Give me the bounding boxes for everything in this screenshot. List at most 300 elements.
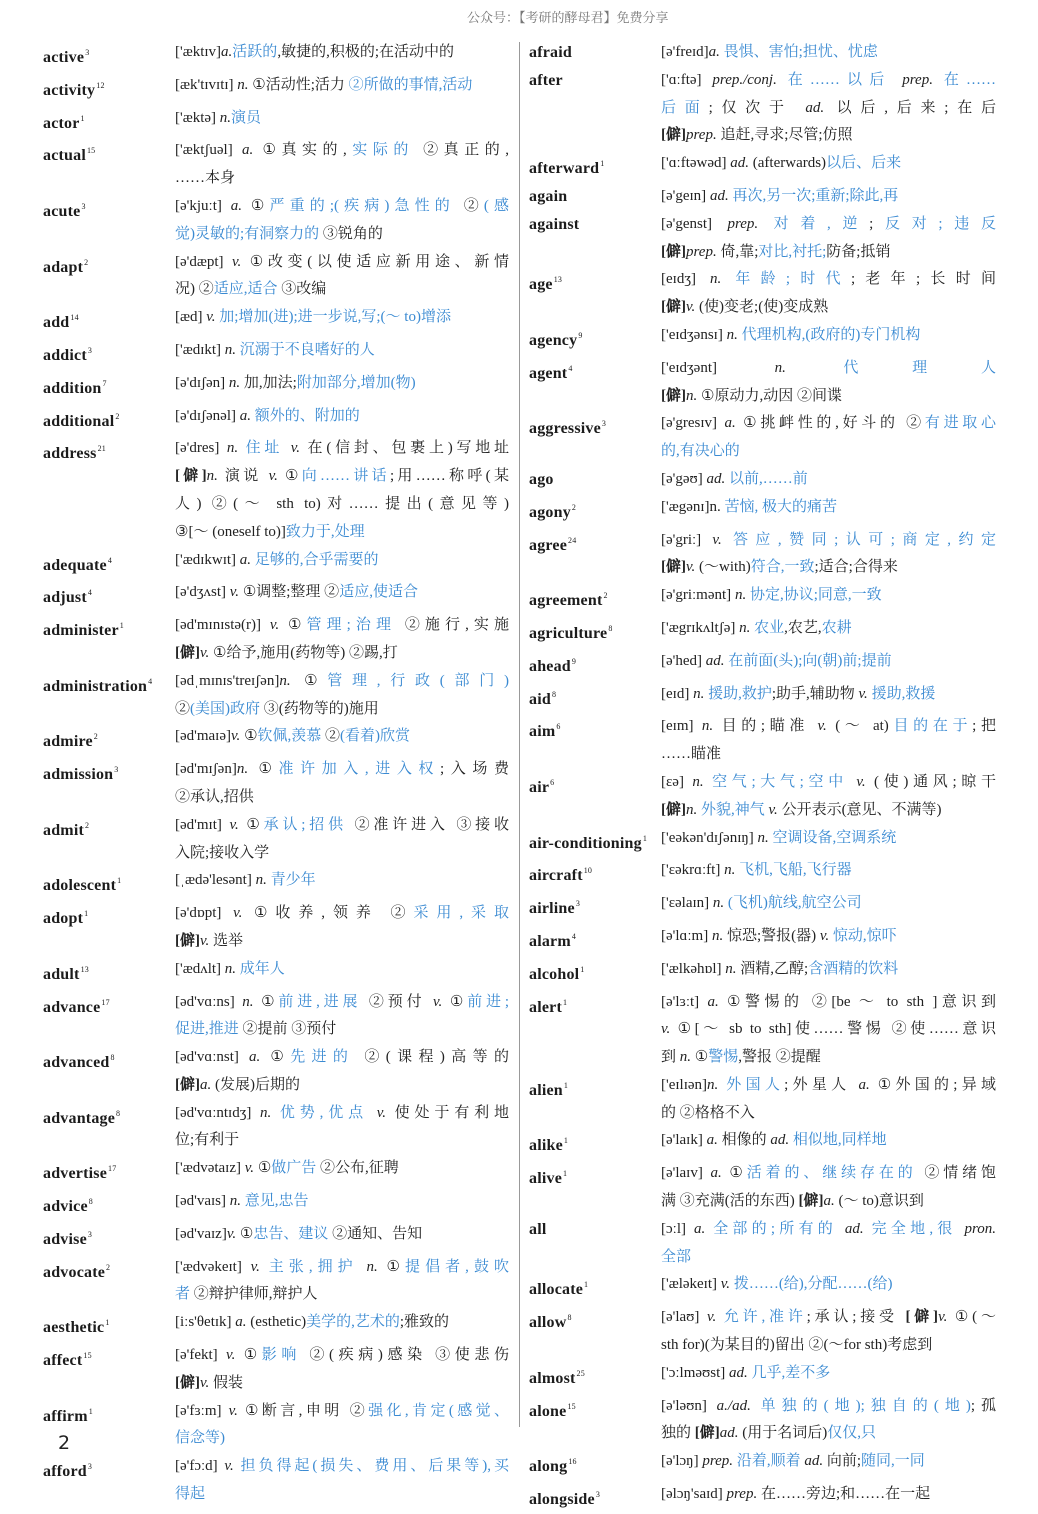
highlighted-text: 准许加入,进入权 — [278, 761, 441, 778]
text-segment: sth for)(为某目的)留出 ②(～for sth)考虑到 — [661, 1337, 933, 1354]
text-segment: ;承认;接受 — [806, 1309, 906, 1326]
highlighted-text: 几乎,差不多 — [751, 1364, 831, 1381]
text-segment: ②(疾病)感染 ③使悲伤 — [301, 1347, 509, 1364]
part-of-speech: v. — [200, 1374, 210, 1391]
definition-line — [175, 1100, 509, 1128]
headword-text: adjust — [43, 589, 87, 607]
definition-line — [175, 39, 509, 67]
text-segment — [705, 1221, 713, 1237]
text-segment: [əlɔŋ'saɪd] — [661, 1486, 727, 1503]
rare-sense-marker: [僻] — [175, 1076, 200, 1093]
definition — [661, 890, 996, 918]
entry-administration — [43, 668, 509, 724]
definition — [661, 1481, 996, 1509]
rare-sense-marker: [僻] — [905, 1309, 939, 1326]
highlighted-text: 者 — [175, 1286, 191, 1303]
definition-line — [175, 1453, 509, 1481]
text-segment: ['ɑːftə] — [661, 71, 713, 88]
rare-sense-marker: [僻] — [661, 387, 686, 404]
entry-aim — [529, 713, 996, 769]
entry-advance — [43, 989, 509, 1045]
highlighted-text: 农业 — [754, 619, 785, 636]
text-segment: (使)通风;晾干 — [865, 773, 997, 790]
text-segment: 公开表示(意见、不满等) — [777, 801, 942, 818]
definition — [661, 183, 996, 211]
definition-line — [175, 612, 509, 640]
definition-line — [175, 840, 509, 868]
headword-text: alarm — [529, 932, 571, 950]
text-segment: [ə'freɪd] — [661, 44, 709, 60]
text-segment: 到 — [661, 1049, 680, 1066]
frequency-count: 1 — [80, 113, 85, 123]
headword-text: agree — [529, 536, 568, 554]
text-segment — [891, 72, 902, 88]
headword — [43, 900, 175, 933]
part-of-speech: a. — [858, 1076, 870, 1093]
text-segment: 假装 — [209, 1374, 244, 1391]
text-segment: [eɪm] — [661, 718, 702, 735]
highlighted-text: (看着)欣赏 — [340, 728, 411, 745]
highlighted-text: 含酒精的饮料 — [808, 960, 899, 977]
definition-line — [175, 519, 509, 547]
part-of-speech: a. — [249, 1049, 261, 1066]
headword — [43, 1453, 175, 1486]
highlighted-text: 以后、后来 — [826, 155, 902, 172]
highlighted-text: 主张,拥护 — [268, 1258, 358, 1275]
frequency-count: 16 — [568, 1457, 577, 1467]
part-of-speech: n. — [237, 76, 249, 93]
text-segment: ② — [454, 197, 484, 214]
highlighted-text: 足够的,合乎需要的 — [254, 551, 379, 568]
highlighted-text: 觉)灵敏的;有洞察力的 — [175, 225, 320, 242]
highlighted-text: 意见,忠告 — [244, 1193, 309, 1210]
definition-line — [175, 756, 509, 784]
headword-text: address — [43, 445, 97, 463]
part-of-speech: prep. — [726, 1486, 758, 1503]
definition-line — [175, 72, 509, 100]
headword-text: almost — [529, 1369, 576, 1387]
definition-line — [661, 1100, 996, 1128]
text-segment — [358, 1259, 367, 1275]
text-segment — [758, 216, 773, 232]
headword-text: allocate — [529, 1281, 584, 1299]
part-of-speech: v. — [706, 1309, 717, 1326]
part-of-speech: n. — [679, 1049, 692, 1066]
text-segment: [ɔːl] — [661, 1220, 694, 1237]
frequency-count: 21 — [97, 444, 106, 454]
definition — [175, 137, 509, 193]
definition — [175, 989, 509, 1045]
text-segment: [ə'dɪʃənəl] — [175, 407, 240, 424]
frequency-count: 25 — [576, 1368, 585, 1378]
headword-text: alcohol — [529, 965, 580, 983]
definition — [661, 681, 996, 709]
entry-adopt — [43, 900, 509, 956]
definition — [661, 150, 996, 178]
part-of-speech: v. — [712, 531, 722, 548]
highlighted-text: 钦佩,羡慕 — [257, 728, 322, 745]
frequency-count: 4 — [148, 676, 153, 686]
text-segment: ① — [240, 728, 258, 745]
definition-line — [661, 1044, 996, 1072]
text-segment: ['æktɪv] — [175, 44, 222, 60]
headword — [529, 150, 661, 183]
part-of-speech: a. — [707, 993, 719, 1010]
frequency-count: 17 — [101, 997, 110, 1007]
definition — [661, 527, 996, 583]
highlighted-text: 前进; — [467, 993, 510, 1010]
definition — [175, 39, 509, 67]
frequency-count: 2 — [571, 502, 577, 512]
frequency-count: 8 — [551, 689, 557, 699]
entry-allow — [529, 1304, 996, 1360]
headword-text: activity — [43, 81, 96, 99]
headword — [529, 769, 661, 802]
definition-line — [661, 1448, 996, 1476]
highlighted-text: 忠告、建议 — [253, 1225, 329, 1242]
entry-actual — [43, 137, 509, 193]
highlighted-text: 援助,救护 — [708, 685, 772, 702]
highlighted-text: 单独的(地);独自的(地) — [760, 1397, 971, 1414]
frequency-count: 2 — [85, 820, 90, 830]
headword — [43, 1188, 175, 1221]
text-segment: 满 ③充满(活的东西) — [661, 1193, 799, 1210]
headword — [43, 812, 175, 845]
text-segment: ①(～ — [947, 1309, 996, 1326]
text-segment: [ə'gresɪv] — [661, 415, 725, 432]
definition — [661, 857, 996, 885]
headword — [43, 1254, 175, 1287]
text-segment — [716, 1309, 724, 1325]
part-of-speech: v. — [229, 816, 239, 833]
definition-line — [175, 370, 509, 398]
definition-line — [175, 668, 509, 696]
definition-line — [175, 784, 509, 812]
text-segment: 倚,靠; — [716, 243, 759, 260]
text-segment: ['ædʌlt] — [175, 960, 225, 977]
text-segment: [ə'laɪv] — [661, 1165, 711, 1182]
text-segment: [ə'genst] — [661, 215, 728, 232]
headword-text: alive — [529, 1170, 562, 1188]
headword — [43, 723, 175, 756]
headword-text: afterward — [529, 160, 600, 178]
headword — [529, 1271, 661, 1304]
headword-text: aim — [529, 723, 556, 741]
entry-advise — [43, 1221, 509, 1254]
highlighted-text: 农耕 — [821, 619, 852, 636]
part-of-speech: n. — [711, 927, 724, 944]
headword-text: ahead — [529, 657, 571, 675]
definition — [175, 723, 509, 751]
highlighted-text: 相似地,同样地 — [792, 1132, 887, 1149]
entry-allocate — [529, 1271, 996, 1304]
rare-sense-marker: [僻] — [175, 932, 200, 949]
headword-text: after — [529, 71, 563, 89]
headword-text: alike — [529, 1137, 563, 1155]
definition — [661, 582, 996, 610]
text-segment: ②施行,实施 — [396, 617, 509, 634]
definition-line — [661, 797, 996, 825]
definition-line — [175, 463, 509, 491]
entry-advertise — [43, 1155, 509, 1188]
entry-agent — [529, 355, 996, 411]
headword — [529, 67, 661, 95]
text-segment: 以后,后来;在后 — [824, 99, 997, 116]
headword-text: advocate — [43, 1263, 106, 1281]
definition-line — [175, 1044, 509, 1072]
entry-almost — [529, 1360, 996, 1393]
frequency-count: 6 — [550, 777, 555, 787]
entry-airline — [529, 890, 996, 923]
part-of-speech: n. — [712, 895, 725, 912]
headword — [529, 1127, 661, 1160]
headword — [43, 435, 175, 468]
headword — [43, 989, 175, 1022]
frequency-count: 9 — [571, 656, 577, 666]
frequency-count: 3 — [575, 899, 581, 909]
frequency-count: 3 — [601, 419, 607, 429]
text-segment — [777, 72, 788, 88]
part-of-speech: n. — [279, 672, 291, 689]
definition-line — [175, 956, 509, 984]
entry-adolescent — [43, 867, 509, 900]
headword-text: agent — [529, 364, 568, 382]
text-segment: 况) ② — [175, 281, 214, 298]
definition — [661, 769, 996, 825]
part-of-speech: prep. — [686, 243, 717, 260]
text-segment — [957, 1221, 965, 1237]
text-segment: ②提前 ③预付 — [238, 1021, 337, 1038]
headword-text: aircraft — [529, 867, 583, 885]
definition — [175, 72, 509, 100]
highlighted-text: 允许,准许 — [723, 1309, 807, 1326]
rare-sense-marker: [僻] — [175, 1374, 200, 1391]
definition-line — [175, 1281, 509, 1309]
headword-text: adequate — [43, 556, 107, 574]
text-segment: [ə'dʒʌst] — [175, 584, 230, 601]
definition-line — [661, 1216, 996, 1244]
entry-along — [529, 1448, 996, 1481]
headword — [43, 756, 175, 789]
text-segment: ;助手,辅助物 — [771, 685, 859, 702]
text-segment: ①真实的, — [253, 142, 347, 159]
part-of-speech: n. — [757, 829, 769, 846]
headword-text: alone — [529, 1402, 567, 1420]
definition-line — [661, 615, 996, 643]
definition-line — [175, 1309, 509, 1337]
part-of-speech: a. — [200, 1076, 212, 1093]
text-segment: ['eɪdʒənsɪ] — [661, 326, 727, 343]
definition-line — [661, 39, 996, 67]
definition-line — [175, 1342, 509, 1370]
definition — [175, 304, 509, 332]
definition-line — [175, 221, 509, 249]
highlighted-text: 惊动,惊吓 — [832, 927, 897, 944]
definition-line — [661, 1360, 996, 1388]
headword-text: addict — [43, 346, 87, 364]
definition — [175, 756, 509, 812]
frequency-count: 1 — [563, 1169, 568, 1179]
text-segment: ['eɪlɪən] — [661, 1076, 708, 1093]
part-of-speech: v. — [200, 644, 210, 661]
headword-text: along — [529, 1458, 568, 1476]
headword-text: advise — [43, 1230, 87, 1248]
text-segment: ,农艺, — [784, 619, 822, 636]
text-segment — [283, 440, 291, 456]
frequency-count: 2 — [93, 732, 98, 742]
text-segment: ②辩护律师,辩护人 — [190, 1286, 318, 1303]
definition-line — [175, 1127, 509, 1155]
definition — [175, 105, 509, 133]
entry-alongside — [529, 1481, 996, 1514]
highlighted-text: 促进,推进 — [175, 1021, 239, 1038]
definition — [661, 410, 996, 466]
frequency-count: 3 — [87, 1229, 93, 1239]
headword-text: adolescent — [43, 877, 117, 895]
part-of-speech: a. — [708, 44, 720, 60]
text-segment: ①给予,施用(药物等) ②踢,打 — [209, 644, 398, 661]
rare-sense-marker: [僻] — [661, 243, 686, 260]
definition-line — [661, 1420, 996, 1448]
headword — [529, 713, 661, 746]
definition — [175, 812, 509, 868]
headword-text: all — [529, 1220, 547, 1238]
text-segment: 位;有利于 — [175, 1132, 240, 1149]
part-of-speech: n. — [206, 468, 218, 485]
text-segment: ② — [175, 700, 191, 717]
text-segment: ['ɑːftəwəd] — [661, 155, 731, 172]
definition — [175, 956, 509, 984]
part-of-speech: n. — [725, 960, 737, 977]
entry-all — [529, 1216, 996, 1272]
highlighted-text: 担负得起(损失、费用、后果等),买 — [240, 1458, 510, 1475]
text-segment: ①活动性;活力 — [248, 76, 349, 93]
entry-alert — [529, 989, 996, 1072]
part-of-speech: n. — [224, 960, 237, 977]
frequency-count: 15 — [567, 1401, 576, 1411]
frequency-count: 4 — [568, 363, 573, 373]
text-segment: 防备;抵销 — [826, 243, 891, 260]
headword-text: additional — [43, 412, 115, 430]
text-segment: ;雅致的 — [399, 1314, 450, 1331]
definition-line — [175, 1425, 509, 1453]
part-of-speech: n. — [726, 326, 738, 343]
headword-text: actor — [43, 114, 80, 132]
text-segment — [238, 440, 246, 456]
part-of-speech: a. — [706, 1132, 718, 1149]
frequency-count: 1 — [563, 1080, 569, 1090]
rare-sense-marker: [僻] — [661, 299, 686, 316]
definition — [175, 403, 509, 431]
part-of-speech: v. — [819, 927, 830, 944]
definition-line — [175, 1155, 509, 1183]
text-segment: ['ɔːlməʊst] — [661, 1364, 729, 1381]
definition-line — [661, 266, 996, 294]
definition-line — [661, 1127, 996, 1155]
highlighted-text: 实际的 — [346, 142, 414, 159]
frequency-count: 2 — [84, 257, 89, 267]
text-segment: ;用……称呼(某 — [389, 468, 509, 485]
definition-line — [661, 956, 996, 984]
part-of-speech: pron. — [964, 1220, 997, 1237]
definition — [661, 1127, 996, 1155]
text-segment: [ə'gəʊ] — [661, 470, 707, 487]
headword — [43, 1221, 175, 1254]
part-of-speech: v. — [231, 728, 241, 745]
headword — [43, 370, 175, 403]
text-segment — [786, 360, 844, 376]
entry-acute — [43, 193, 509, 249]
definition-line — [175, 165, 509, 193]
text-segment: [ə'lɜːt] — [661, 993, 708, 1010]
entry-actor — [43, 105, 509, 138]
headword — [43, 105, 175, 138]
headword — [43, 1342, 175, 1375]
headword-text: adopt — [43, 910, 84, 928]
text-segment: [ə'fekt] — [175, 1347, 227, 1364]
highlighted-text: 全部的;所有的 — [713, 1220, 837, 1237]
rare-sense-marker: [僻] — [694, 1425, 720, 1442]
text-segment: ① — [235, 1347, 262, 1364]
text-segment: ①收养,领养 ② — [242, 905, 414, 922]
entry-alike — [529, 1127, 996, 1160]
watermark: 公众号：【考研的酵母君】免费分享 — [467, 11, 669, 26]
highlighted-text: (飞机)航线,航空公司 — [727, 895, 862, 912]
definition-line — [661, 150, 996, 178]
definition-line — [175, 1398, 509, 1426]
headword-text: advanced — [43, 1054, 110, 1072]
text-segment: ['eɪdʒənt] — [661, 359, 775, 376]
rare-sense-marker: [僻] — [661, 801, 686, 818]
entry-add — [43, 304, 509, 337]
frequency-count: 2 — [115, 411, 120, 421]
headword-text: aggressive — [529, 420, 601, 438]
text-segment: [ə'dæpt] — [175, 253, 232, 270]
part-of-speech: prep. — [727, 215, 759, 232]
highlighted-text: 拨……(给),分配……(给) — [733, 1276, 893, 1293]
frequency-count: 8 — [608, 623, 613, 633]
frequency-count: 6 — [556, 722, 561, 732]
definition — [175, 1044, 509, 1100]
part-of-speech: n. — [734, 587, 747, 604]
text-segment — [271, 1105, 280, 1121]
text-segment: ① — [254, 1160, 272, 1177]
frequency-count: 3 — [595, 1490, 601, 1500]
highlighted-text: 对着,逆 — [773, 215, 870, 232]
definition-line — [175, 491, 509, 519]
part-of-speech: v. — [938, 1309, 948, 1326]
headword — [43, 337, 175, 370]
part-of-speech: v. — [817, 718, 827, 735]
headword-text: advance — [43, 998, 101, 1016]
frequency-count: 3 — [85, 48, 90, 57]
highlighted-text: 外国人 — [726, 1076, 785, 1093]
part-of-speech: a. — [724, 415, 736, 432]
text-segment: 向前; — [823, 1453, 861, 1470]
definition-line — [661, 1160, 996, 1188]
definition-line — [175, 1370, 509, 1398]
highlighted-text: 附加部分,增加(物) — [296, 374, 416, 391]
text-segment: [ə'hed] — [661, 652, 706, 669]
part-of-speech: n. — [260, 1104, 272, 1121]
headword — [43, 612, 175, 645]
text-segment: ②通知、告知 — [328, 1225, 423, 1242]
text-segment: [ə'fɜːm] — [175, 1402, 229, 1419]
highlighted-text: 承认;招供 — [263, 816, 347, 833]
part-of-speech: v. — [226, 1225, 237, 1242]
part-of-speech: v. — [856, 773, 866, 790]
text-segment — [260, 1259, 269, 1275]
